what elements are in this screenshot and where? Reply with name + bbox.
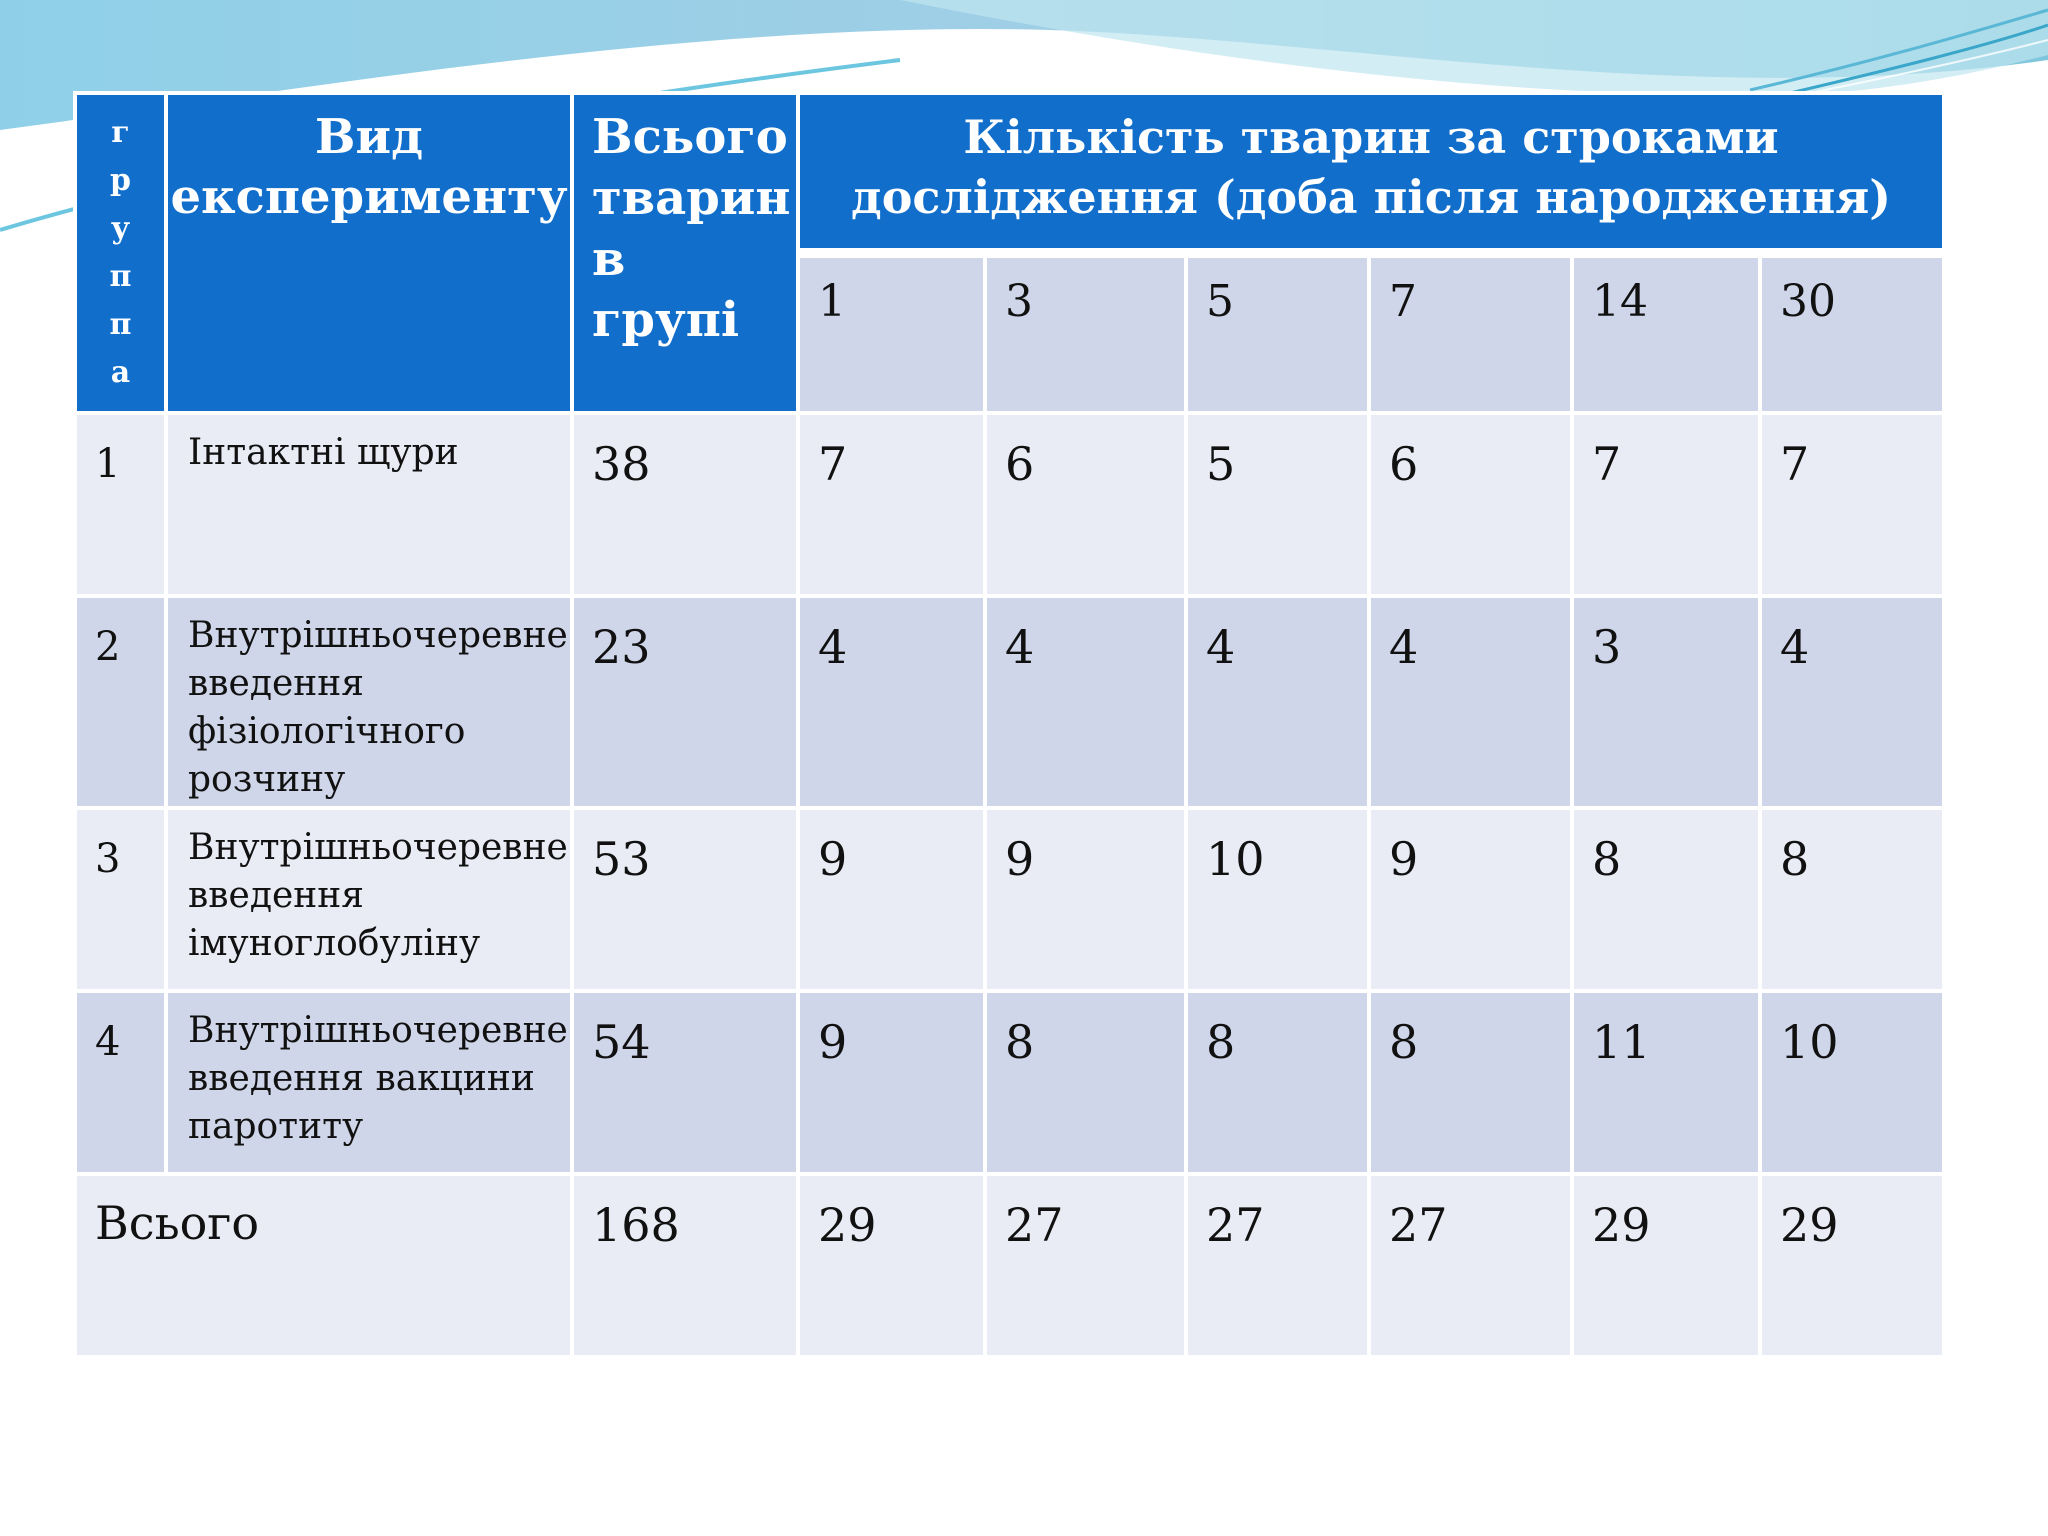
total-label: Всього [75, 1174, 572, 1357]
group-total: 54 [572, 991, 798, 1174]
day-count: 9 [985, 808, 1186, 991]
table-row [75, 413, 1944, 596]
day-count: 7 [1572, 413, 1760, 596]
day-header: 1 [798, 253, 985, 413]
day-header: 7 [1369, 253, 1572, 413]
day-total: 27 [1186, 1174, 1369, 1357]
day-count: 8 [1572, 808, 1760, 991]
day-count: 11 [1572, 991, 1760, 1174]
day-total: 27 [1369, 1174, 1572, 1357]
group-number: 3 [75, 808, 166, 991]
table-row [75, 596, 1944, 808]
day-count: 7 [798, 413, 985, 596]
day-count: 8 [1760, 808, 1944, 991]
group-total: 23 [572, 596, 798, 808]
day-count: 5 [1186, 413, 1369, 596]
day-total: 27 [985, 1174, 1186, 1357]
header-group: г р у п п а [75, 93, 166, 413]
day-count: 6 [985, 413, 1186, 596]
day-count: 8 [1186, 991, 1369, 1174]
group-number: 1 [75, 413, 166, 596]
experiment-kind: Внутрішньочеревне введення фізіологічного розчину [166, 596, 572, 808]
day-header: 30 [1760, 253, 1944, 413]
table-total-row [75, 1174, 1944, 1357]
day-count: 4 [1760, 596, 1944, 808]
group-number: 4 [75, 991, 166, 1174]
day-count: 8 [1369, 991, 1572, 1174]
day-count: 9 [1369, 808, 1572, 991]
day-header: 14 [1572, 253, 1760, 413]
day-count: 4 [1369, 596, 1572, 808]
day-count: 4 [985, 596, 1186, 808]
header-experiment-kind: Вид експерименту [166, 93, 572, 413]
group-number: 2 [75, 596, 166, 808]
experiment-kind: Інтактні щури [166, 413, 572, 596]
group-total: 38 [572, 413, 798, 596]
day-count: 8 [985, 991, 1186, 1174]
day-count: 6 [1369, 413, 1572, 596]
day-count: 3 [1572, 596, 1760, 808]
day-count: 10 [1760, 991, 1944, 1174]
day-total: 29 [1572, 1174, 1760, 1357]
experiment-kind: Внутрішньочеревне введення імуноглобуліну [166, 808, 572, 991]
animals-table [73, 91, 1946, 1359]
day-count: 4 [798, 596, 985, 808]
day-total: 29 [798, 1174, 985, 1357]
header-total-in-group: Всього тварин в групі [572, 93, 798, 413]
day-count: 7 [1760, 413, 1944, 596]
day-header: 3 [985, 253, 1186, 413]
day-total: 29 [1760, 1174, 1944, 1357]
table-row [75, 991, 1944, 1174]
group-total: 53 [572, 808, 798, 991]
day-header: 5 [1186, 253, 1369, 413]
day-count: 9 [798, 808, 985, 991]
table-row [75, 808, 1944, 991]
day-count: 10 [1186, 808, 1369, 991]
experiment-kind: Внутрішньочеревне введення вакцини паротиту [166, 991, 572, 1174]
header-days-title: Кількість тварин за строками дослідження (доба після народження) [798, 93, 1944, 253]
day-count: 4 [1186, 596, 1369, 808]
day-count: 9 [798, 991, 985, 1174]
grand-total: 168 [572, 1174, 798, 1357]
